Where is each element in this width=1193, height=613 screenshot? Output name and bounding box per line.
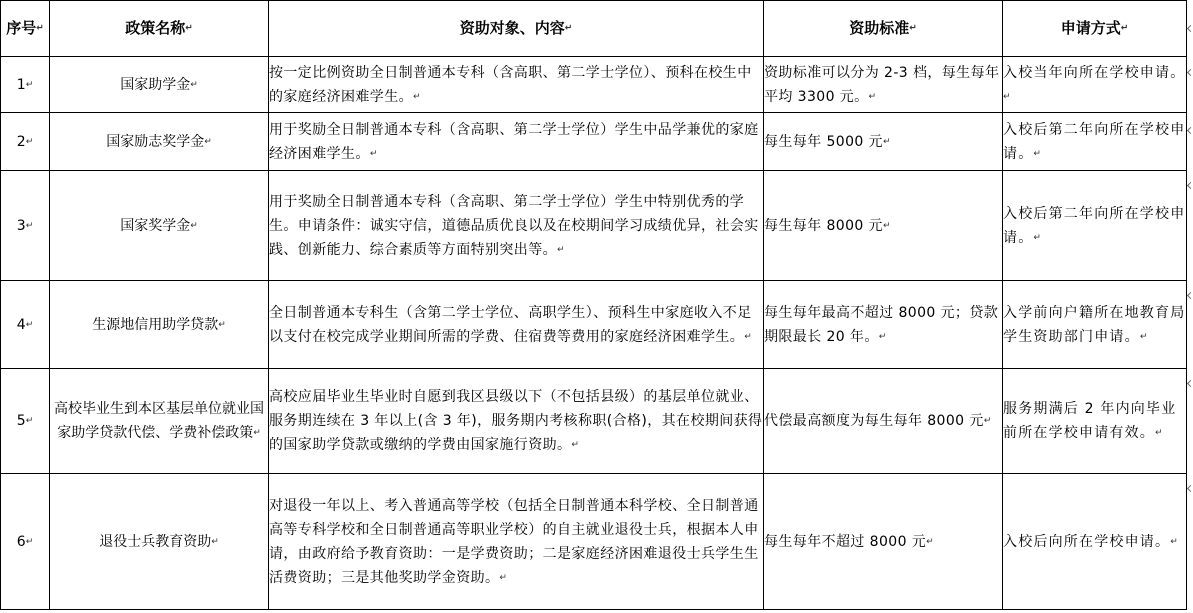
table-row [1, 57, 1187, 113]
paragraph-mark: ↵ [1120, 23, 1129, 34]
cell-apply: 入校后第二年向所在学校申请。↵ [1003, 113, 1187, 171]
cell-standard: 每生每年不超过 8000 元↵ [764, 474, 1003, 610]
cell-name: 生源地信用助学贷款↵ [50, 281, 269, 369]
cell-standard: 资助标准可以分为 2-3 档，每生每年平均 3300 元。↵ [764, 57, 1003, 113]
row-end-marker [1187, 380, 1193, 387]
header-row [1, 1, 1187, 57]
cell-apply: 服务期满后 2 年内向毕业前所在学校申请有效。↵ [1003, 369, 1187, 474]
cell-num: 1↵ [1, 57, 50, 113]
cell-content: 高校应届毕业生毕业时自愿到我区县级以下（不包括县级）的基层单位就业、服务期连续在 3 年以上(含 3 年)，服务期内考核称职(合格)，其在校期间获得的国家助学贷款或缴纳的学费由国家施行资助。↵ [269, 369, 764, 474]
cell-apply: 入校后向所在学校申请。↵ [1003, 474, 1187, 610]
cell-name: 退役士兵教育资助↵ [50, 474, 269, 610]
cell-num: 2↵ [1, 113, 50, 171]
cell-name: 国家奖学金↵ [50, 171, 269, 281]
cell-name: 国家励志奖学金↵ [50, 113, 269, 171]
row-end-marker [1187, 485, 1193, 492]
row-end-marker [1187, 69, 1193, 76]
cell-content: 用于奖励全日制普通本专科（含高职、第二学士学位）学生中特别优秀的学生。申请条件：诚实守信，道德品质优良以及在校期间学习成绩优异，社会实践、创新能力、综合素质等方面特别突出等。↵ [269, 171, 764, 281]
cell-standard: 每生每年 8000 元↵ [764, 171, 1003, 281]
cell-apply: 入学前向户籍所在地教育局学生资助部门申请。↵ [1003, 281, 1187, 369]
table-row [1, 281, 1187, 369]
cell-name: 国家助学金↵ [50, 57, 269, 113]
cell-standard: 代偿最高额度为每生每年 8000 元↵ [764, 369, 1003, 474]
table-row [1, 474, 1187, 610]
cell-apply: 入校当年向所在学校申请。↵ [1003, 57, 1187, 113]
cell-standard: 每生每年最高不超过 8000 元；贷款期限最长 20 年。↵ [764, 281, 1003, 369]
header-apply: 申请方式↵ [1003, 1, 1187, 57]
cell-name: 高校毕业生到本区基层单位就业国家助学贷款代偿、学费补偿政策↵ [50, 369, 269, 474]
row-end-marker [1187, 25, 1193, 32]
paragraph-mark: ↵ [185, 23, 193, 34]
cell-num: 3↵ [1, 171, 50, 281]
row-end-marker [1187, 182, 1193, 189]
cell-num: 5↵ [1, 369, 50, 474]
cell-content: 按一定比例资助全日制普通本专科（含高职、第二学士学位）、预科在校生中的家庭经济困难学生。↵ [269, 57, 764, 113]
header-content: 资助对象、内容↵ [269, 1, 764, 57]
header-standard: 资助标准↵ [764, 1, 1003, 57]
row-end-marker [1187, 127, 1193, 134]
cell-num: 4↵ [1, 281, 50, 369]
paragraph-mark: ↵ [909, 23, 917, 34]
cell-content: 用于奖励全日制普通本专科（含高职、第二学士学位）学生中品学兼优的家庭经济困难学生。↵ [269, 113, 764, 171]
cell-standard: 每生每年 5000 元↵ [764, 113, 1003, 171]
table-row [1, 171, 1187, 281]
row-end-marker [1187, 292, 1193, 299]
table-row [1, 369, 1187, 474]
header-name: 政策名称↵ [50, 1, 269, 57]
header-num: 序号↵ [1, 1, 50, 57]
paragraph-mark: ↵ [564, 23, 573, 34]
table-row [1, 113, 1187, 171]
cell-content: 全日制普通本专科生（含第二学士学位、高职学生）、预科生中家庭收入不足以支付在校完成学业期间所需的学费、住宿费等费用的家庭经济困难学生。↵ [269, 281, 764, 369]
cell-content: 对退役一年以上、考入普通高等学校（包括全日制普通本科学校、全日制普通高等专科学校和全日制普通高等职业学校）的自主就业退役士兵，根据本人申请，由政府给予教育资助：一是学费资助；二是家庭经济困难退役士兵学生生活费资助；三是其他奖助学金资助。↵ [269, 474, 764, 610]
paragraph-mark: ↵ [36, 23, 44, 34]
cell-apply: 入校后第二年向所在学校申请。↵ [1003, 171, 1187, 281]
cell-num: 6↵ [1, 474, 50, 610]
